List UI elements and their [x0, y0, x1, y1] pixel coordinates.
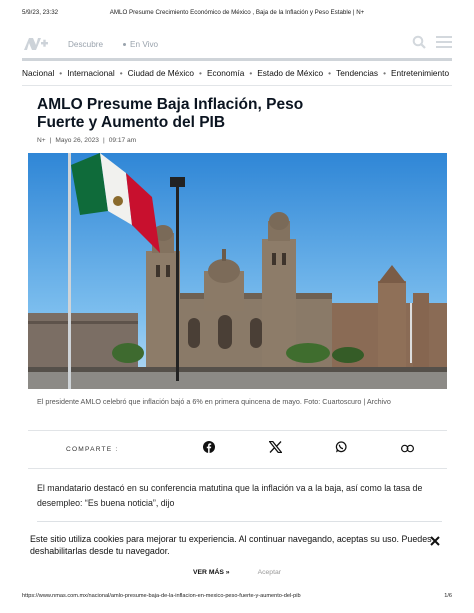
- print-timestamp: 5/9/23, 23:32: [22, 9, 59, 16]
- category-divider: [22, 85, 452, 86]
- category-tendencias[interactable]: Tendencias: [336, 68, 379, 78]
- category-internacional[interactable]: Internacional: [67, 68, 115, 78]
- close-icon[interactable]: [428, 534, 442, 548]
- body-divider: [37, 521, 442, 522]
- hero-image: [28, 153, 447, 389]
- whatsapp-icon[interactable]: [335, 440, 347, 458]
- article-source[interactable]: N+: [37, 137, 46, 144]
- site-header: [22, 27, 452, 61]
- article-date: Mayo 26, 2023: [55, 137, 99, 144]
- cookie-actions: [0, 569, 474, 576]
- nav-descubre[interactable]: [68, 40, 103, 49]
- cookie-accept-button[interactable]: Aceptar: [257, 569, 282, 576]
- print-footer: [22, 593, 452, 599]
- x-icon[interactable]: [269, 440, 282, 458]
- print-doc-title: AMLO Presume Crecimiento Económico de México , Baja de la Inflación y Peso Estable | N+: [109, 9, 365, 16]
- nav-en-vivo[interactable]: [123, 40, 158, 49]
- print-url: https://www.nmas.com.mx/nacional/amlo-presume-baja-de-la-inflacion-en-mexico-peso-fuerte-y-aumento-del-pib: [22, 593, 301, 599]
- nav-descubre-label: Descubre: [68, 39, 104, 49]
- article-time: 09:17 am: [108, 137, 137, 144]
- facebook-icon[interactable]: [203, 440, 215, 458]
- category-nav: Nacional • Internacional • Ciudad de México • Economía • Estado de México • Tendencias • Entretenimiento: [22, 68, 450, 78]
- menu-icon[interactable]: [436, 35, 452, 53]
- link-icon[interactable]: [401, 440, 414, 458]
- article-meta: N+ | Mayo 26, 2023 | 09:17 am: [37, 137, 137, 144]
- cookie-more-button[interactable]: VER MÁS »: [192, 569, 230, 576]
- share-bar: [28, 438, 447, 460]
- share-label: COMPARTE :: [66, 445, 119, 453]
- share-divider-bottom: [28, 468, 447, 469]
- share-divider-top: [28, 430, 447, 431]
- nav-en-vivo-label: En Vivo: [130, 39, 159, 49]
- category-edomex[interactable]: Estado de México: [257, 68, 324, 78]
- article-title: AMLO Presume Baja Inflación, Peso Fuerte y Aumento del PIB: [37, 96, 304, 131]
- search-icon[interactable]: [412, 35, 426, 54]
- header-divider: [22, 58, 452, 61]
- live-dot-icon: [123, 43, 126, 46]
- article-body: El mandatario destacó en su conferencia matutina que la inflación va a la baja, así como la tasa de desempleo: “Es buena noticia”, dijo: [37, 483, 423, 508]
- category-entretenimiento[interactable]: Entretenimiento: [390, 68, 450, 78]
- category-nacional[interactable]: Nacional: [22, 68, 55, 78]
- print-page-number: 1/6: [444, 593, 452, 599]
- site-logo[interactable]: [22, 35, 48, 53]
- print-header: [0, 9, 474, 21]
- category-economia[interactable]: Economía: [206, 68, 245, 78]
- category-cdmx[interactable]: Ciudad de México: [127, 68, 195, 78]
- cookie-text: Este sitio utiliza cookies para mejorar tu experiencia. Al continuar navegando, aceptas su uso. Puedes deshabilitarlas desde tu navegador.: [30, 534, 432, 556]
- image-caption: El presidente AMLO celebró que inflación bajó a 6% en primera quincena de mayo. Foto: Cuartoscuro | Archivo: [37, 397, 391, 406]
